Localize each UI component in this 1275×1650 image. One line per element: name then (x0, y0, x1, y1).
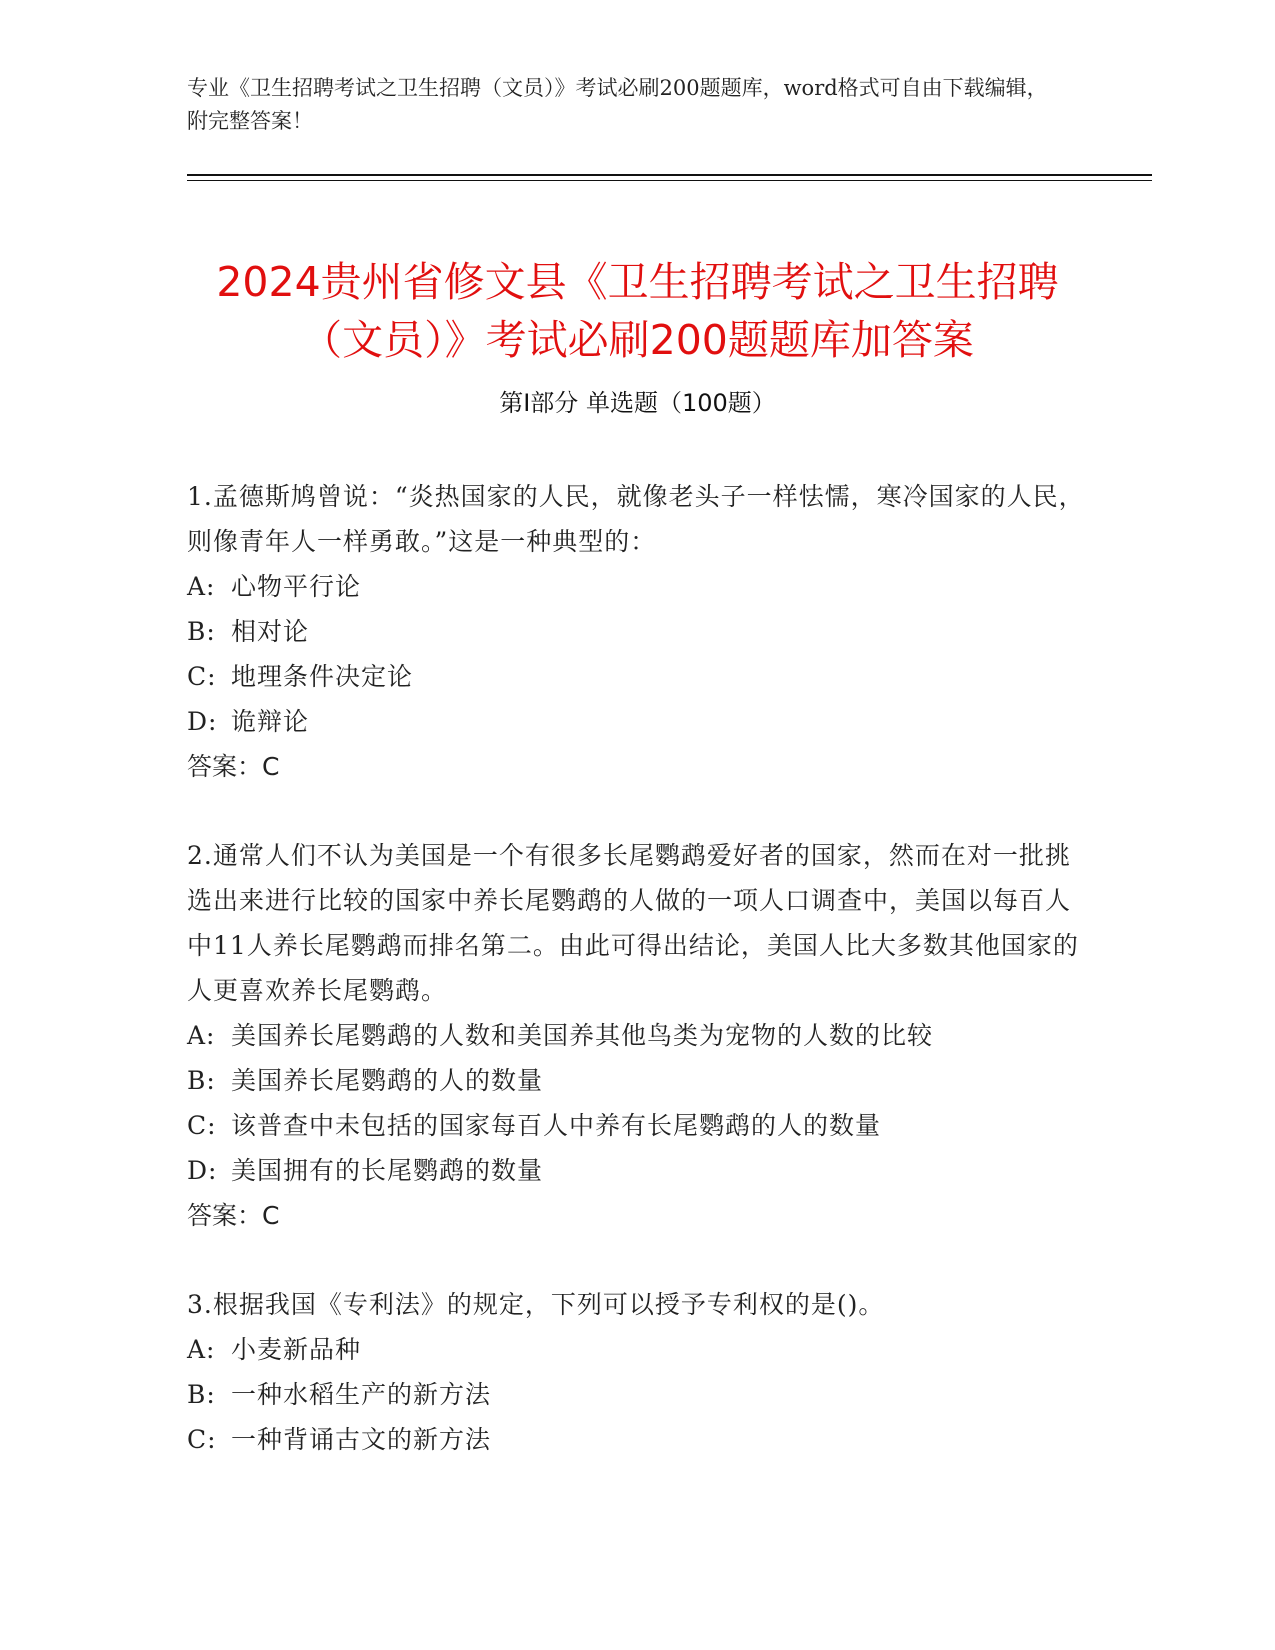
option-text: 一种背诵古文的新方法 (231, 1425, 492, 1454)
option-a (187, 1327, 1087, 1372)
option-text: 美国养长尾鹦鹉的人数和美国养其他鸟类为宠物的人数的比较 (231, 1021, 934, 1050)
option-key: C: (187, 1111, 217, 1140)
option-key: A: (187, 572, 216, 601)
question-1 (187, 474, 1087, 789)
option-key: C: (187, 1425, 217, 1454)
option-c (187, 1103, 1087, 1148)
option-b (187, 1058, 1087, 1103)
question-list (187, 474, 1087, 1506)
option-d (187, 1148, 1087, 1193)
question-2 (187, 833, 1087, 1238)
section-title: 第Ⅰ部分 单选题（100题） (499, 389, 776, 417)
option-text: 地理条件决定论 (231, 662, 414, 691)
option-key: D: (187, 707, 218, 736)
option-key: B: (187, 1380, 216, 1409)
option-b (187, 609, 1087, 654)
option-key: A: (187, 1021, 216, 1050)
option-text: 心物平行论 (231, 572, 362, 601)
option-key: C: (187, 662, 217, 691)
document-title: 2024贵州省修文县《卫生招聘考试之卫生招聘（文员）》考试必刷200题题库加答案 (216, 258, 1059, 365)
option-text: 该普查中未包括的国家每百人中养有长尾鹦鹉的人的数量 (231, 1111, 882, 1140)
option-key: D: (187, 1156, 218, 1185)
option-text: 美国养长尾鹦鹉的人的数量 (231, 1066, 544, 1095)
option-d (187, 699, 1087, 744)
option-key: B: (187, 1066, 216, 1095)
option-key: B: (187, 617, 216, 646)
option-text: 美国拥有的长尾鹦鹉的数量 (231, 1156, 544, 1185)
answer-line: 答案：C (187, 752, 280, 781)
question-3 (187, 1282, 1087, 1462)
option-key: A: (187, 1335, 216, 1364)
option-b (187, 1372, 1087, 1417)
option-a (187, 1013, 1087, 1058)
answer-line: 答案：C (187, 1201, 280, 1230)
option-text: 相对论 (231, 617, 310, 646)
option-text: 小麦新品种 (231, 1335, 362, 1364)
option-text: 一种水稻生产的新方法 (231, 1380, 492, 1409)
question-stem: 1.孟德斯鸠曾说：“炎热国家的人民，就像老头子一样怯懦，寒冷国家的人民，则像青年人一样勇敢。”这是一种典型的： (187, 482, 1085, 556)
header-divider-thin (187, 180, 1152, 181)
option-text: 诡辩论 (231, 707, 310, 736)
question-stem: 3.根据我国《专利法》的规定，下列可以授予专利权的是()。 (187, 1290, 885, 1319)
option-c (187, 1417, 1087, 1462)
option-c (187, 654, 1087, 699)
option-a (187, 564, 1087, 609)
header-divider-thick (187, 174, 1152, 176)
header-note: 专业《卫生招聘考试之卫生招聘（文员）》考试必刷200题题库，word格式可自由下载编辑，附完整答案！ (187, 76, 1048, 133)
question-stem: 2.通常人们不认为美国是一个有很多长尾鹦鹉爱好者的国家，然而在对一批挑选出来进行比较的国家中养长尾鹦鹉的人做的一项人口调查中，美国以每百人中11人养长尾鹦鹉而排名第二。由此可得出结论，美国人比大多数其他国家的人更喜欢养长尾鹦鹉。 (187, 841, 1079, 1005)
